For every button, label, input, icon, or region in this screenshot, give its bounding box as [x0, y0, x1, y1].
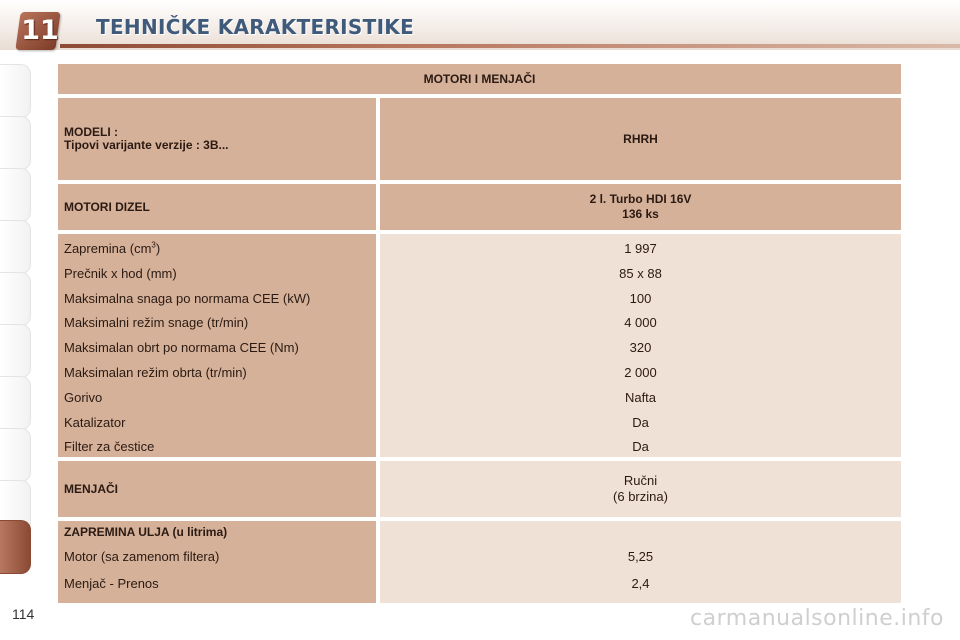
table-title [58, 64, 901, 94]
chapter-tab-7[interactable] [0, 376, 31, 430]
chapter-tab-rail [0, 64, 34, 574]
oil-header: ZAPREMINA ULJA (u litrima) [64, 525, 228, 539]
spec-value: 100 [629, 290, 652, 306]
spec-value: 4 000 [624, 315, 657, 331]
oil-label: Motor (sa zamenom filtera) [64, 549, 220, 564]
oil-label: Menjač - Prenos [64, 576, 159, 591]
models-value: RHRH [623, 132, 658, 146]
table-title-text: MOTORI I MENJAČI [423, 72, 536, 86]
models-row [58, 98, 901, 180]
spec-label: Maksimalan režim obrta (tr/min) [64, 364, 247, 380]
diesel-label: MOTORI DIZEL [64, 200, 150, 214]
spec-label: Maksimalna snaga po normama CEE (kW) [64, 290, 311, 306]
chapter-tab-2[interactable] [0, 116, 31, 170]
header-rule [60, 44, 960, 48]
watermark: carmanualsonline.info [690, 606, 944, 631]
engine-specs [58, 234, 901, 457]
gearbox-label-cell [58, 461, 376, 517]
spec-label: Zapremina $(cm^3)$ [64, 240, 161, 256]
spec-label: Filter za čestice [64, 439, 155, 455]
oil-value: 2,4 [631, 576, 650, 591]
oil-labels-cell [58, 521, 376, 603]
chapter-tab-8[interactable] [0, 428, 31, 482]
diesel-row [58, 184, 901, 230]
diesel-label-cell [58, 184, 376, 230]
gearbox-row [58, 461, 901, 517]
spec-value: Da [632, 414, 649, 430]
spec-value: Da [632, 439, 649, 455]
oil-capacity [58, 521, 901, 603]
chapter-tab-4[interactable] [0, 220, 31, 274]
chapter-tab-1[interactable] [0, 64, 31, 118]
spec-label: Gorivo [64, 389, 103, 405]
spec-label: Maksimalni režim snage (tr/min) [64, 315, 249, 331]
gearbox-label: MENJAČI [64, 482, 119, 496]
spec-value: 1 997 [624, 241, 657, 256]
page-title: TEHNIČKE KARAKTERISTIKE [96, 15, 415, 39]
spec-value: 85 x 88 [619, 265, 662, 281]
spec-label: Maksimalan obrt po normama CEE (Nm) [64, 340, 299, 356]
chapter-tab-6[interactable] [0, 324, 31, 378]
gearbox-value-line2: (6 brzina) [613, 489, 668, 504]
spec-values-cell [380, 234, 901, 457]
spec-value: 320 [629, 340, 652, 356]
models-label-line1: MODELI : [64, 125, 118, 139]
gearbox-value-cell [380, 461, 901, 517]
gearbox-value-line1: Ručni [623, 473, 658, 488]
diesel-value-line2: 136 ks [622, 207, 659, 221]
models-value-cell [380, 98, 901, 180]
spec-labels-cell [58, 234, 376, 457]
spec-value: Nafta [624, 389, 657, 405]
diesel-value-cell [380, 184, 901, 230]
diesel-value-line1: 2 l. Turbo HDI 16V [589, 192, 692, 206]
models-label-cell [58, 98, 376, 180]
chapter-tab-active[interactable] [0, 520, 31, 574]
spec-value: 2 000 [624, 364, 657, 380]
spec-label: Katalizator [64, 414, 126, 430]
oil-value: 5,25 [627, 549, 654, 564]
chapter-tab-5[interactable] [0, 272, 31, 326]
chapter-number: 11 [21, 15, 59, 46]
spec-label: Prečnik x hod (mm) [64, 265, 177, 281]
models-label-line2: Tipovi varijante verzije : 3B... [64, 138, 229, 152]
chapter-tab-3[interactable] [0, 168, 31, 222]
oil-values-cell [380, 521, 901, 603]
page-number: 114 [12, 606, 35, 622]
